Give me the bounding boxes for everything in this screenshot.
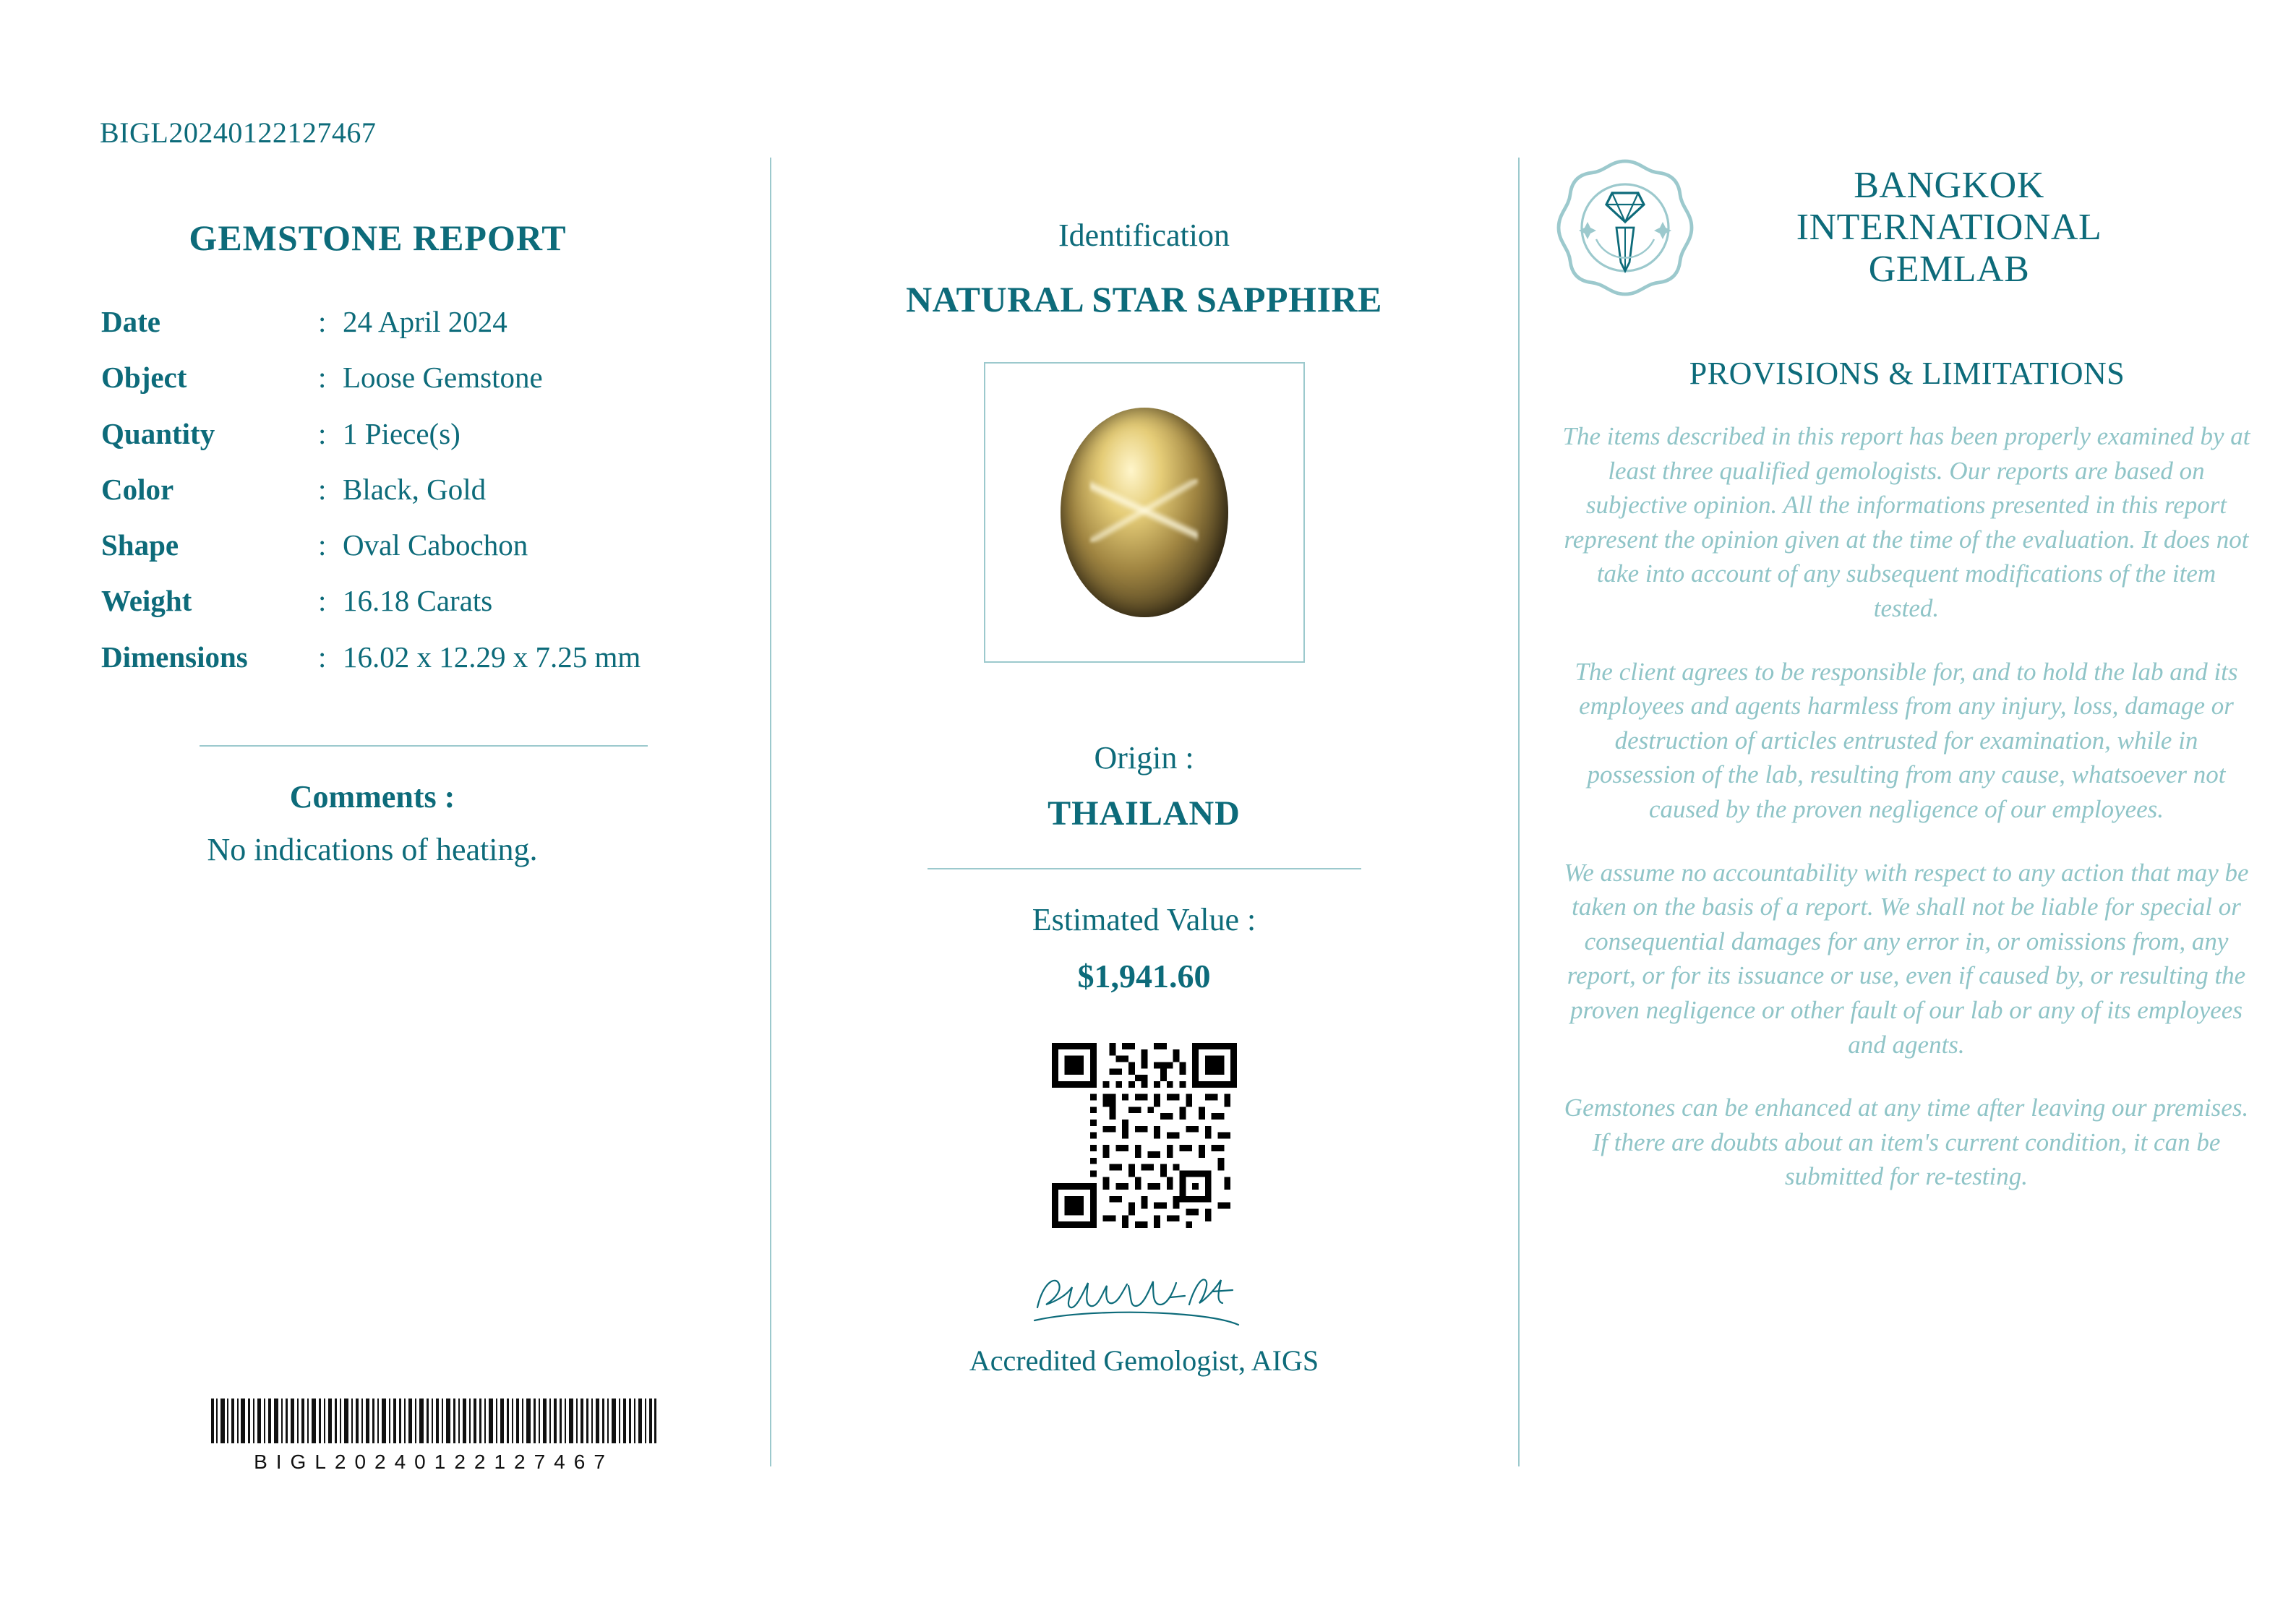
section-divider	[200, 745, 648, 747]
gemstone-photo-frame	[984, 362, 1305, 663]
report-number: BIGL20240122127467	[100, 116, 377, 149]
provisions-paragraph: Gemstones can be enhanced at any time after leaving our premises. If there are doubts about an item's current condition, it can be submitted for re-testing.	[1564, 1094, 2249, 1191]
right-column	[1518, 0, 2296, 1624]
property-label: Dimensions	[101, 640, 248, 674]
middle-column	[770, 0, 1518, 1624]
comments-text: No indications of heating.	[207, 831, 538, 867]
property-colon: :	[318, 584, 327, 618]
property-row	[101, 583, 770, 619]
left-column	[0, 0, 770, 1624]
identification-label: Identification	[1058, 218, 1230, 253]
property-row	[101, 639, 770, 676]
comments-title: Comments :	[289, 778, 455, 815]
property-colon: :	[318, 361, 327, 395]
property-value: 24 April 2024	[343, 305, 507, 338]
provisions-paragraph: The items described in this report has been properly examined by at least three qualified gemologists. Our reports are based on subjective opinion. All the informations presented in this report represent the opinion given at the time of the evaluation. It does not take into account of any subsequent modifications of the item tested.	[1562, 422, 2250, 622]
property-colon: :	[318, 305, 327, 338]
property-label: Date	[101, 305, 160, 338]
signature-image	[1021, 1260, 1267, 1339]
property-label: Shape	[101, 528, 179, 562]
section-divider	[928, 868, 1361, 869]
signature-block	[770, 1260, 1518, 1339]
property-value: Oval Cabochon	[343, 528, 528, 562]
signature-caption: Accredited Gemologist, AIGS	[969, 1344, 1319, 1377]
property-row	[101, 527, 770, 564]
property-label: Quantity	[101, 416, 215, 450]
property-label: Color	[101, 472, 174, 506]
origin-value: THAILAND	[1048, 794, 1241, 833]
origin-label: Origin :	[1094, 740, 1194, 776]
provisions-paragraph: The client agrees to be responsible for, and to hold the lab and its employees and agents harmless from any injury, loss, damage or destruction of articles entrusted for examination, while in possession of the lab, resulting from any cause, whatsoever not caused by the proven negligence of our employees.	[1575, 657, 2238, 823]
qr-code-block	[770, 1043, 1518, 1228]
estimated-value-label: Estimated Value :	[1032, 902, 1256, 937]
identification-value: NATURAL STAR SAPPHIRE	[906, 279, 1382, 319]
property-value: 1 Piece(s)	[343, 416, 461, 450]
gem-properties-list	[101, 304, 770, 676]
property-value: Black, Gold	[343, 472, 487, 506]
barcode-number: BIGL20240122127467	[254, 1451, 614, 1473]
bigl-logo-icon	[1553, 155, 1697, 300]
property-label: Object	[101, 361, 187, 395]
gemstone-photo	[1061, 408, 1228, 617]
property-colon: :	[318, 416, 327, 450]
property-colon: :	[318, 640, 327, 674]
barcode-image	[210, 1399, 658, 1443]
property-row	[101, 359, 770, 396]
property-value: 16.02 x 12.29 x 7.25 mm	[343, 640, 641, 674]
property-colon: :	[318, 472, 327, 506]
qr-code-icon	[1052, 1043, 1237, 1228]
provisions-paragraph: We assume no accountability with respect to any action that may be taken on the basis of a report. We shall not be liable for special or consequential damages for any error in, or omissions from, any report, or for its issuance or use, even if caused by, or resulting the proven negligence or other fault of our lab or any of its employees and agents.	[1564, 858, 2249, 1059]
barcode-block	[210, 1399, 658, 1474]
estimated-value-amount: $1,941.60	[1077, 958, 1211, 994]
page-title: GEMSTONE REPORT	[189, 218, 567, 258]
property-row	[101, 471, 770, 508]
property-row	[101, 416, 770, 452]
provisions-body	[1518, 419, 2296, 1194]
property-value: 16.18 Carats	[343, 584, 493, 618]
property-value: Loose Gemstone	[343, 361, 543, 395]
property-row	[101, 304, 770, 340]
provisions-title: PROVISIONS & LIMITATIONS	[1689, 356, 2125, 391]
brand-name: BANGKOK INTERNATIONAL GEMLAB	[1796, 164, 2102, 291]
brand-header	[1518, 155, 2296, 300]
property-colon: :	[318, 528, 327, 562]
property-label: Weight	[101, 584, 192, 618]
